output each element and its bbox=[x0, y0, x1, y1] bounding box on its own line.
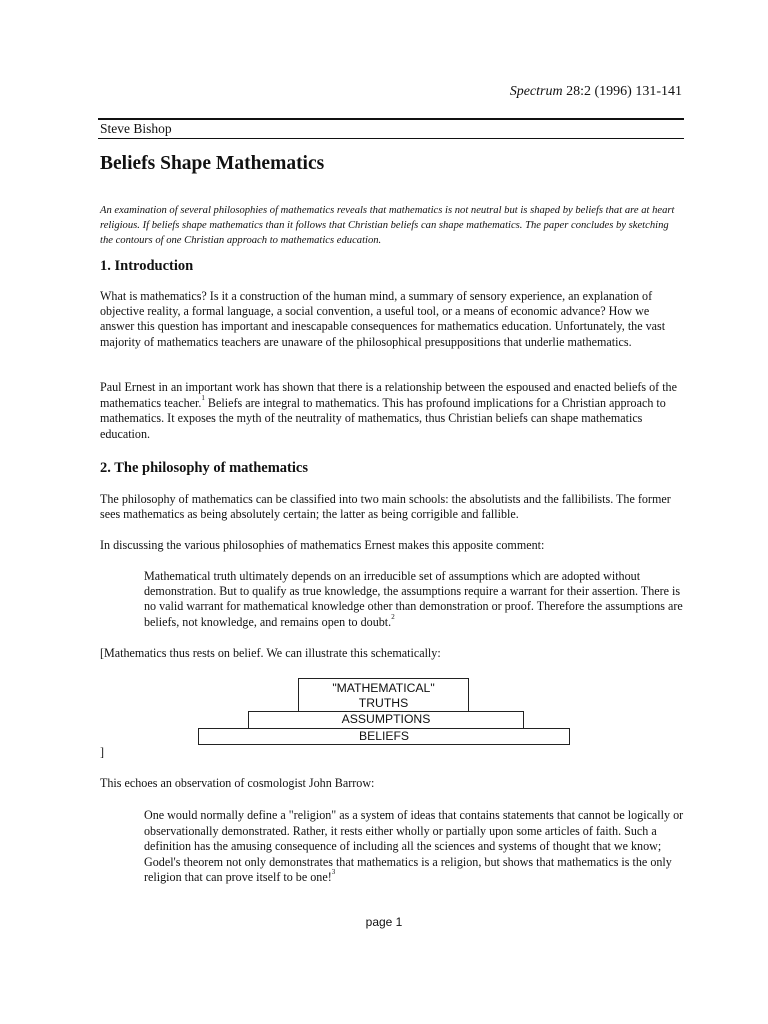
footnote-ref-3: 3 bbox=[331, 868, 336, 877]
ernest-quote-text: Mathematical truth ultimately depends on an irreducible set of assumptions which are adopted without demonstration. But to qualify as true knowledge, the assumptions require a warrant for their assertion. There is no valid warrant for mathematical knowledge other than demonstration or proof. Therefore the assumptions are beliefs, not knowledge, and remains open to doubt. bbox=[144, 569, 683, 629]
footnote-ref-1: 1 bbox=[201, 393, 205, 402]
citation-details: 28:2 (1996) 131-141 bbox=[562, 84, 682, 99]
author-name: Steve Bishop bbox=[100, 121, 172, 136]
section-heading-philosophy: 2. The philosophy of mathematics bbox=[100, 460, 308, 476]
philosophy-paragraph-4: This echoes an observation of cosmologist John Barrow: bbox=[100, 776, 375, 790]
journal-citation bbox=[440, 84, 682, 100]
intro-paragraph-2-part-b: Beliefs are integral to mathematics. This has profound implications for a Christian approach to mathematics. It exposes the myth of the neutrality of mathematics, thus Christian beliefs can shape mathematics education. bbox=[100, 395, 666, 441]
intro-paragraph-2 bbox=[100, 380, 686, 442]
header-rule-bottom bbox=[98, 138, 684, 139]
ernest-quote bbox=[144, 569, 686, 630]
diagram-beliefs-box bbox=[198, 728, 570, 745]
diagram-assumptions-box bbox=[248, 711, 524, 729]
barrow-quote bbox=[144, 808, 686, 886]
philosophy-paragraph-2: In discussing the various philosophies of mathematics Ernest makes this apposite comment: bbox=[100, 538, 545, 552]
barrow-quote-text: One would normally define a "religion" as a system of ideas that contains statements that cannot be logically or observationally demonstrated. Rather, it rests either wholly or partially upon some articles of faith. Such a definition has the amusing consequence of including all the sciences and systems of thought that we know; Godel's theorem not only demonstrates that mathematics is a religion, but shows that mathematics is the only religion that can prove itself to be one! bbox=[144, 808, 684, 885]
article-title: Beliefs Shape Mathematics bbox=[100, 153, 325, 174]
section-heading-introduction: 1. Introduction bbox=[100, 258, 194, 274]
philosophy-paragraph-1: The philosophy of mathematics can be classified into two main schools: the absolutists and the fallibilists. The former sees mathematics as being absolutely certain; the latter as being corrigible and fallible. bbox=[100, 492, 671, 522]
diagram-beliefs-label: BELIEFS bbox=[358, 729, 410, 743]
diagram-truths-box bbox=[298, 678, 469, 712]
intro-paragraph-1: What is mathematics? Is it a construction of the human mind, a summary of sensory experience, an explanation of objective reality, a formal language, a social convention, a useful tool, or a means of economic advance? How we answer this question has important and inescapable consequences for mathematics education. Unfortunately, the vast majority of mathematics teachers are unaware of the philosophical presuppositions that underlie mathematics. bbox=[100, 289, 666, 349]
abstract: An examination of several philosophies of mathematics reveals that mathematics is not neutral but is shaped by beliefs that are at heart religious. If beliefs shape mathematics than it follows that Christian beliefs can shape mathematics. The paper concludes by sketching the contours of one Christian approach to mathematics education. bbox=[100, 205, 675, 247]
journal-name: Spectrum bbox=[509, 84, 563, 99]
diagram-truths-line-1: "MATHEMATICAL" bbox=[332, 681, 435, 695]
diagram-assumptions-label: ASSUMPTIONS bbox=[341, 712, 431, 726]
philosophy-paragraph-3: [Mathematics thus rests on belief. We can illustrate this schematically: bbox=[100, 646, 441, 660]
footnote-ref-2: 2 bbox=[391, 612, 395, 621]
page-number: page 1 bbox=[365, 915, 403, 929]
closing-bracket: ] bbox=[100, 745, 105, 759]
intro-paragraph-2-part-a: Paul Ernest in an important work has shown that there is a relationship between the espoused and enacted beliefs of the mathematics teacher. bbox=[100, 380, 677, 410]
diagram-truths-line-2: TRUTHS bbox=[358, 696, 409, 710]
header-rule-top bbox=[98, 118, 684, 120]
